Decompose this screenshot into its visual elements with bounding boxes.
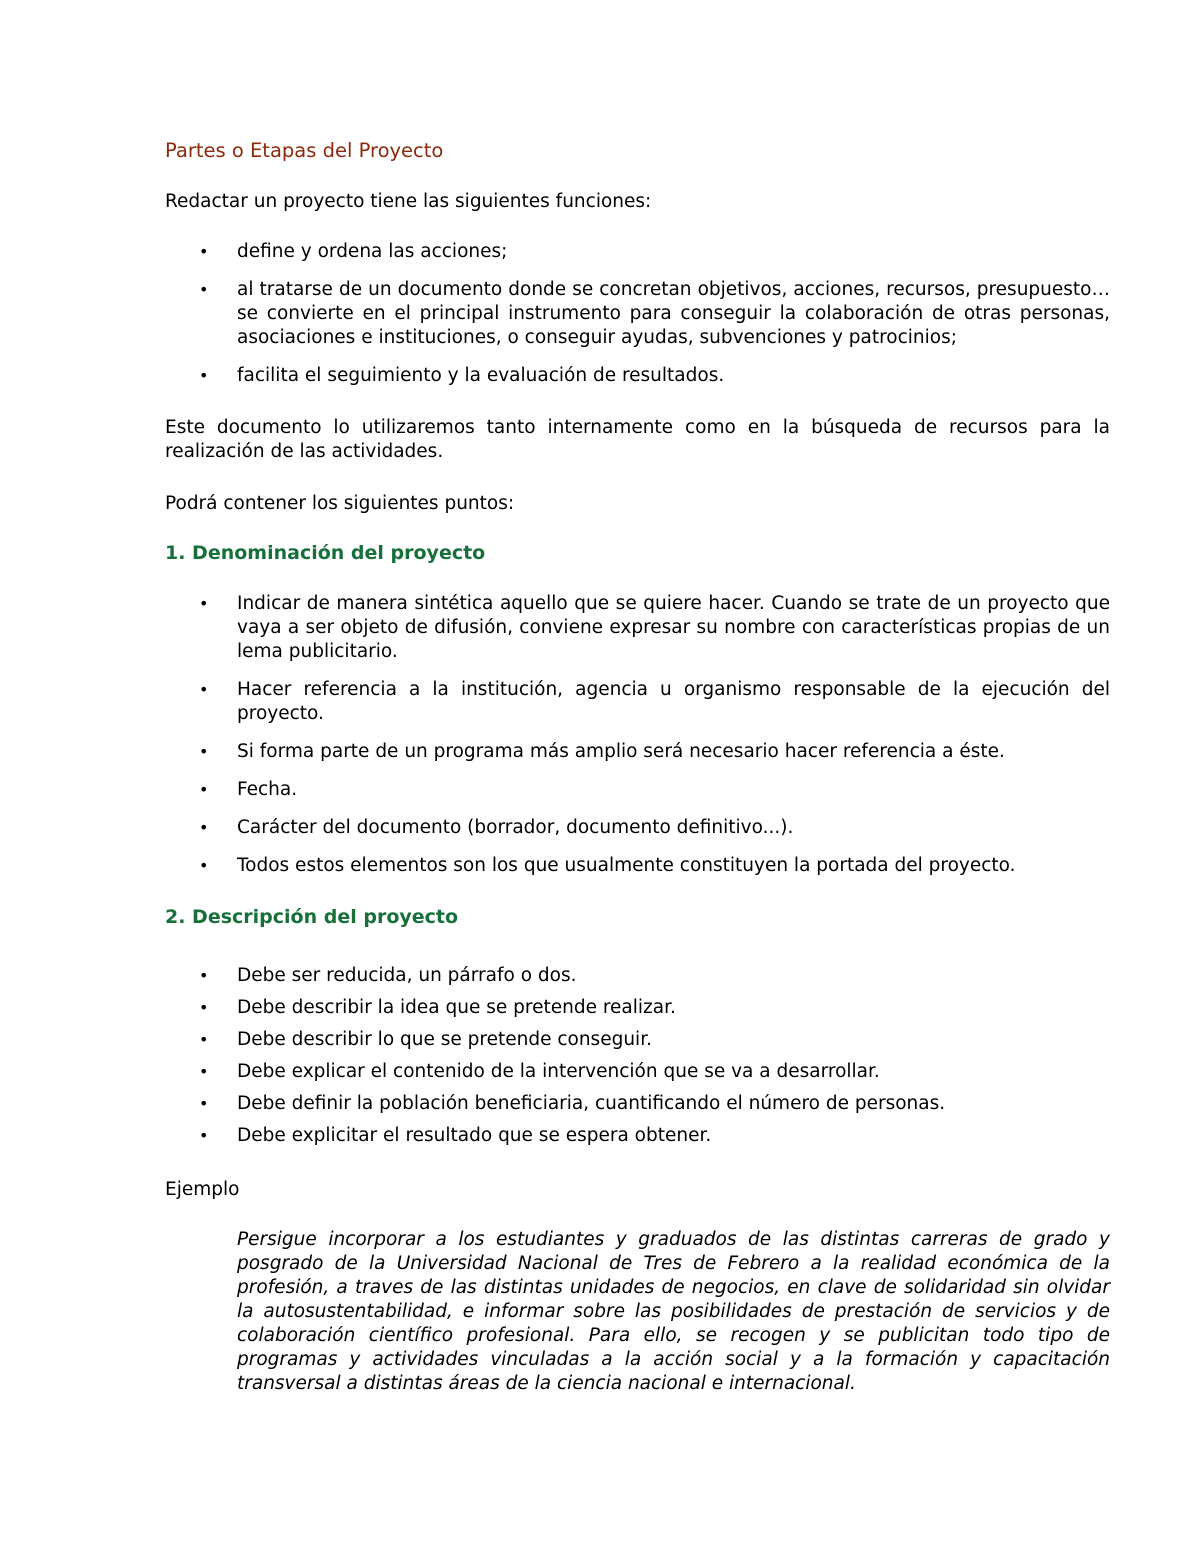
bullet-icon: • [199, 594, 209, 613]
section-heading-descripcion: 2. Descripción del proyecto [165, 906, 459, 928]
list-item-text: Debe explicar el contenido de la intervención que se va a desarrollar. [237, 1061, 880, 1082]
list-item-text: Hacer referencia a la institución, agencia u organismo responsable de la ejecución del proyecto. [237, 679, 1110, 724]
bullet-icon: • [199, 1030, 209, 1049]
list-item-text: al tratarse de un documento donde se concretan objetivos, acciones, recursos, presupuesto… se convierte en el principal instrumento para conseguir la colaboración de otras personas, asociaciones e instituciones, o conseguir ayudas, subvenciones y patrocinios; [237, 279, 1110, 348]
list-item [165, 964, 1110, 988]
denominacion-list [165, 592, 1110, 878]
list-item-text: Debe describir lo que se pretende conseguir. [237, 1029, 652, 1050]
bullet-icon: • [199, 966, 209, 985]
bullet-icon: • [199, 742, 209, 761]
list-item [165, 1028, 1110, 1052]
list-item-text: facilita el seguimiento y la evaluación de resultados. [237, 365, 725, 386]
document-page [165, 136, 1110, 1396]
bullet-icon: • [199, 680, 209, 699]
bullet-icon: • [199, 1094, 209, 1113]
list-item [165, 364, 1110, 388]
document-title: Partes o Etapas del Proyecto [165, 139, 444, 162]
list-item [165, 996, 1110, 1020]
list-item [165, 816, 1110, 840]
list-item-text: define y ordena las acciones; [237, 241, 508, 262]
list-item [165, 1092, 1110, 1116]
bullet-icon: • [199, 818, 209, 837]
bullet-icon: • [199, 366, 209, 385]
bullet-icon: • [199, 280, 209, 299]
bullet-icon: • [199, 780, 209, 799]
list-item-text: Debe ser reducida, un párrafo o dos. [237, 965, 577, 986]
list-item [165, 1060, 1110, 1084]
list-item [165, 278, 1110, 350]
bullet-icon: • [199, 1062, 209, 1081]
list-item [165, 592, 1110, 664]
list-item-text: Fecha. [237, 779, 298, 800]
list-item-text: Debe explicitar el resultado que se espera obtener. [237, 1125, 712, 1146]
list-item-text: Si forma parte de un programa más amplio será necesario hacer referencia a éste. [237, 741, 1005, 762]
list-item [165, 740, 1110, 764]
descripcion-list [165, 964, 1110, 1148]
list-item [165, 854, 1110, 878]
list-item [165, 678, 1110, 726]
example-text: Persigue incorporar a los estudiantes y graduados de las distintas carreras de grado y posgrado de la Universidad Nacional de Tres de Febrero a la realidad económica de la profesión, a traves de las distintas unidades de negocios, en clave de solidaridad sin olvidar la autosustentabilidad, e informar sobre las posibilidades de prestación de servicios y de colaboración científico profesional. Para ello, se recogen y se publicitan todo tipo de programas y actividades vinculadas a la acción social y a la formación y capacitación transversal a distintas áreas de la ciencia nacional e internacional. [237, 1229, 1110, 1394]
points-paragraph: Podrá contener los siguientes puntos: [165, 493, 515, 514]
functions-list [165, 240, 1110, 388]
bullet-icon: • [199, 242, 209, 261]
list-item-text: Debe describir la idea que se pretende realizar. [237, 997, 676, 1018]
bullet-icon: • [199, 1126, 209, 1145]
list-item [165, 240, 1110, 264]
list-item-text: Todos estos elementos son los que usualmente constituyen la portada del proyecto. [237, 855, 1016, 876]
example-label: Ejemplo [165, 1179, 240, 1200]
intro-paragraph: Redactar un proyecto tiene las siguientes funciones: [165, 191, 652, 212]
usage-paragraph: Este documento lo utilizaremos tanto internamente como en la búsqueda de recursos para la realización de las actividades. [165, 417, 1110, 462]
list-item-text: Indicar de manera sintética aquello que se quiere hacer. Cuando se trate de un proyecto que vaya a ser objeto de difusión, conviene expresar su nombre con características propias de un lema publicitario. [237, 593, 1110, 662]
list-item-text: Debe definir la población beneficiaria, cuantificando el número de personas. [237, 1093, 946, 1114]
section-heading-denominacion: 1. Denominación del proyecto [165, 542, 486, 564]
bullet-icon: • [199, 998, 209, 1017]
bullet-icon: • [199, 856, 209, 875]
list-item [165, 1124, 1110, 1148]
list-item-text: Carácter del documento (borrador, documento definitivo...). [237, 817, 794, 838]
list-item [165, 778, 1110, 802]
